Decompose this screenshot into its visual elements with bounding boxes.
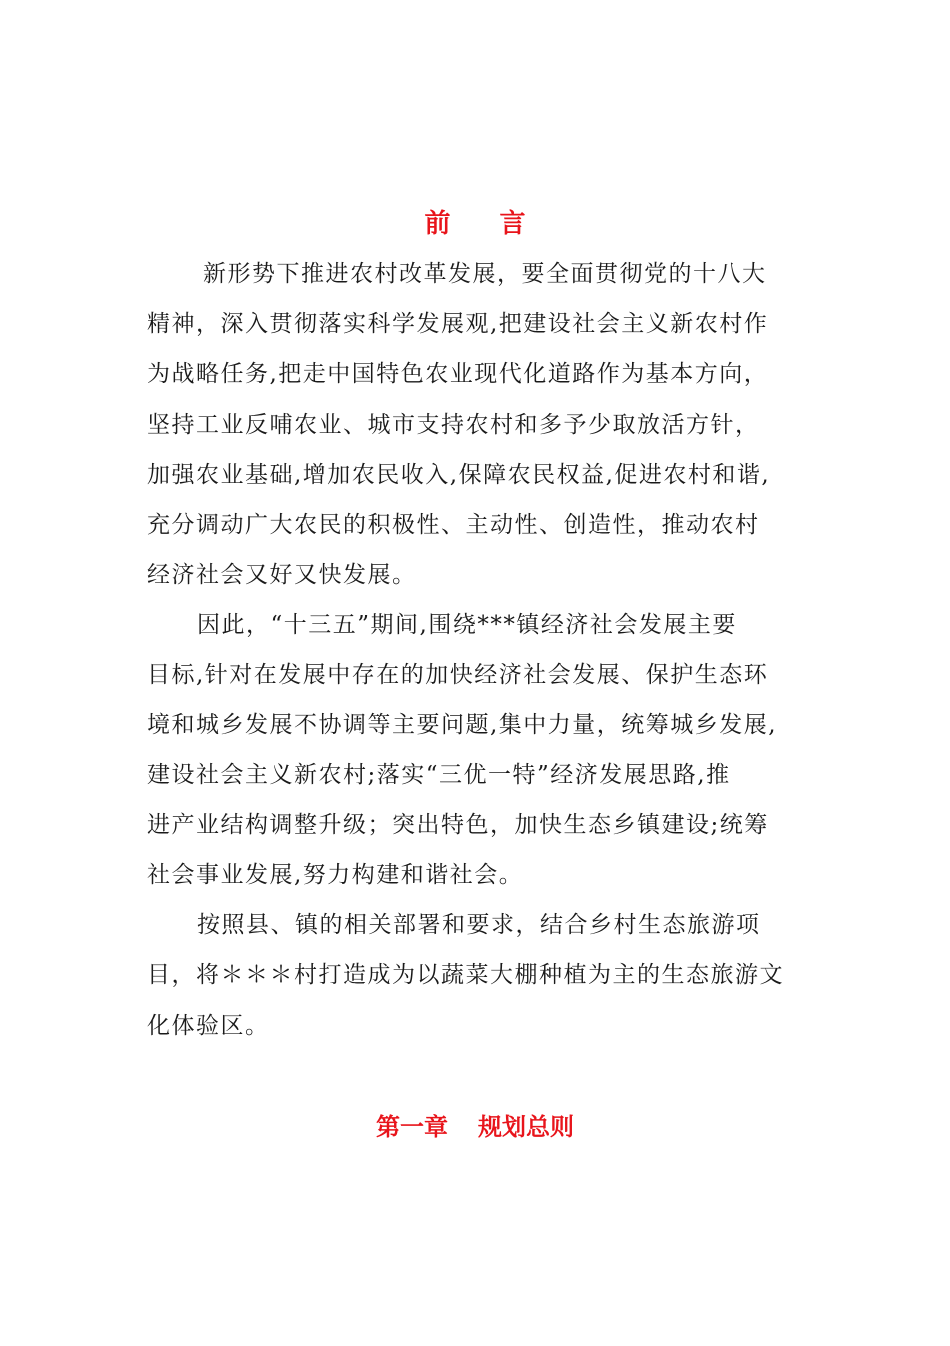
paragraph-1-line-6: 充分调动广大农民的积极性、主动性、创造性，推动农村 (147, 512, 760, 538)
paragraph-1-line-1: 新形势下推进农村改革发展，要全面贯彻党的十八大 (203, 261, 767, 287)
paragraph-2-line-4: 建设社会主义新农村;落实“三优一特”经济发展思路,推 (147, 762, 731, 788)
paragraph-1-line-2: 精神，深入贯彻落实科学发展观,把建设社会主义新农村作 (147, 311, 769, 337)
chapter-heading (0, 1107, 950, 1142)
paragraph-1-line-4: 坚持工业反哺农业、城市支持农村和多予少取放活方针， (147, 412, 760, 438)
paragraph-2-line-5: 进产业结构调整升级；突出特色，加快生态乡镇建设;统筹 (147, 812, 769, 838)
paragraph-1-line-3: 为战略任务,把走中国特色农业现代化道路作为基本方向， (147, 361, 769, 387)
paragraph-2-line-6: 社会事业发展,努力构建和谐社会。 (147, 862, 524, 888)
chapter-number: 第一章 (376, 1113, 448, 1141)
paragraph-2-line-1: 因此，“十三五”期间,围绕***镇经济社会发展主要 (197, 612, 737, 638)
paragraph-3-line-2: 目，将＊＊＊村打造成为以蔬菜大棚种植为主的生态旅游文 (147, 962, 784, 988)
paragraph-2-line-3: 境和城乡发展不协调等主要问题,集中力量，统筹城乡发展, (147, 712, 778, 738)
paragraph-1-line-7: 经济社会又好又快发展。 (147, 562, 417, 588)
paragraph-3-line-3: 化体验区。 (147, 1013, 270, 1039)
paragraph-2-line-2: 目标,针对在发展中存在的加快经济社会发展、保护生态环 (147, 662, 769, 688)
preface-title: 前 言 (424, 209, 546, 239)
paragraph-3-line-1: 按照县、镇的相关部署和要求，结合乡村生态旅游项 (197, 912, 761, 938)
chapter-title: 规划总则 (478, 1113, 574, 1141)
paragraph-1-line-5: 加强农业基础,增加农民收入,保障农民权益,促进农村和谐, (147, 462, 771, 488)
